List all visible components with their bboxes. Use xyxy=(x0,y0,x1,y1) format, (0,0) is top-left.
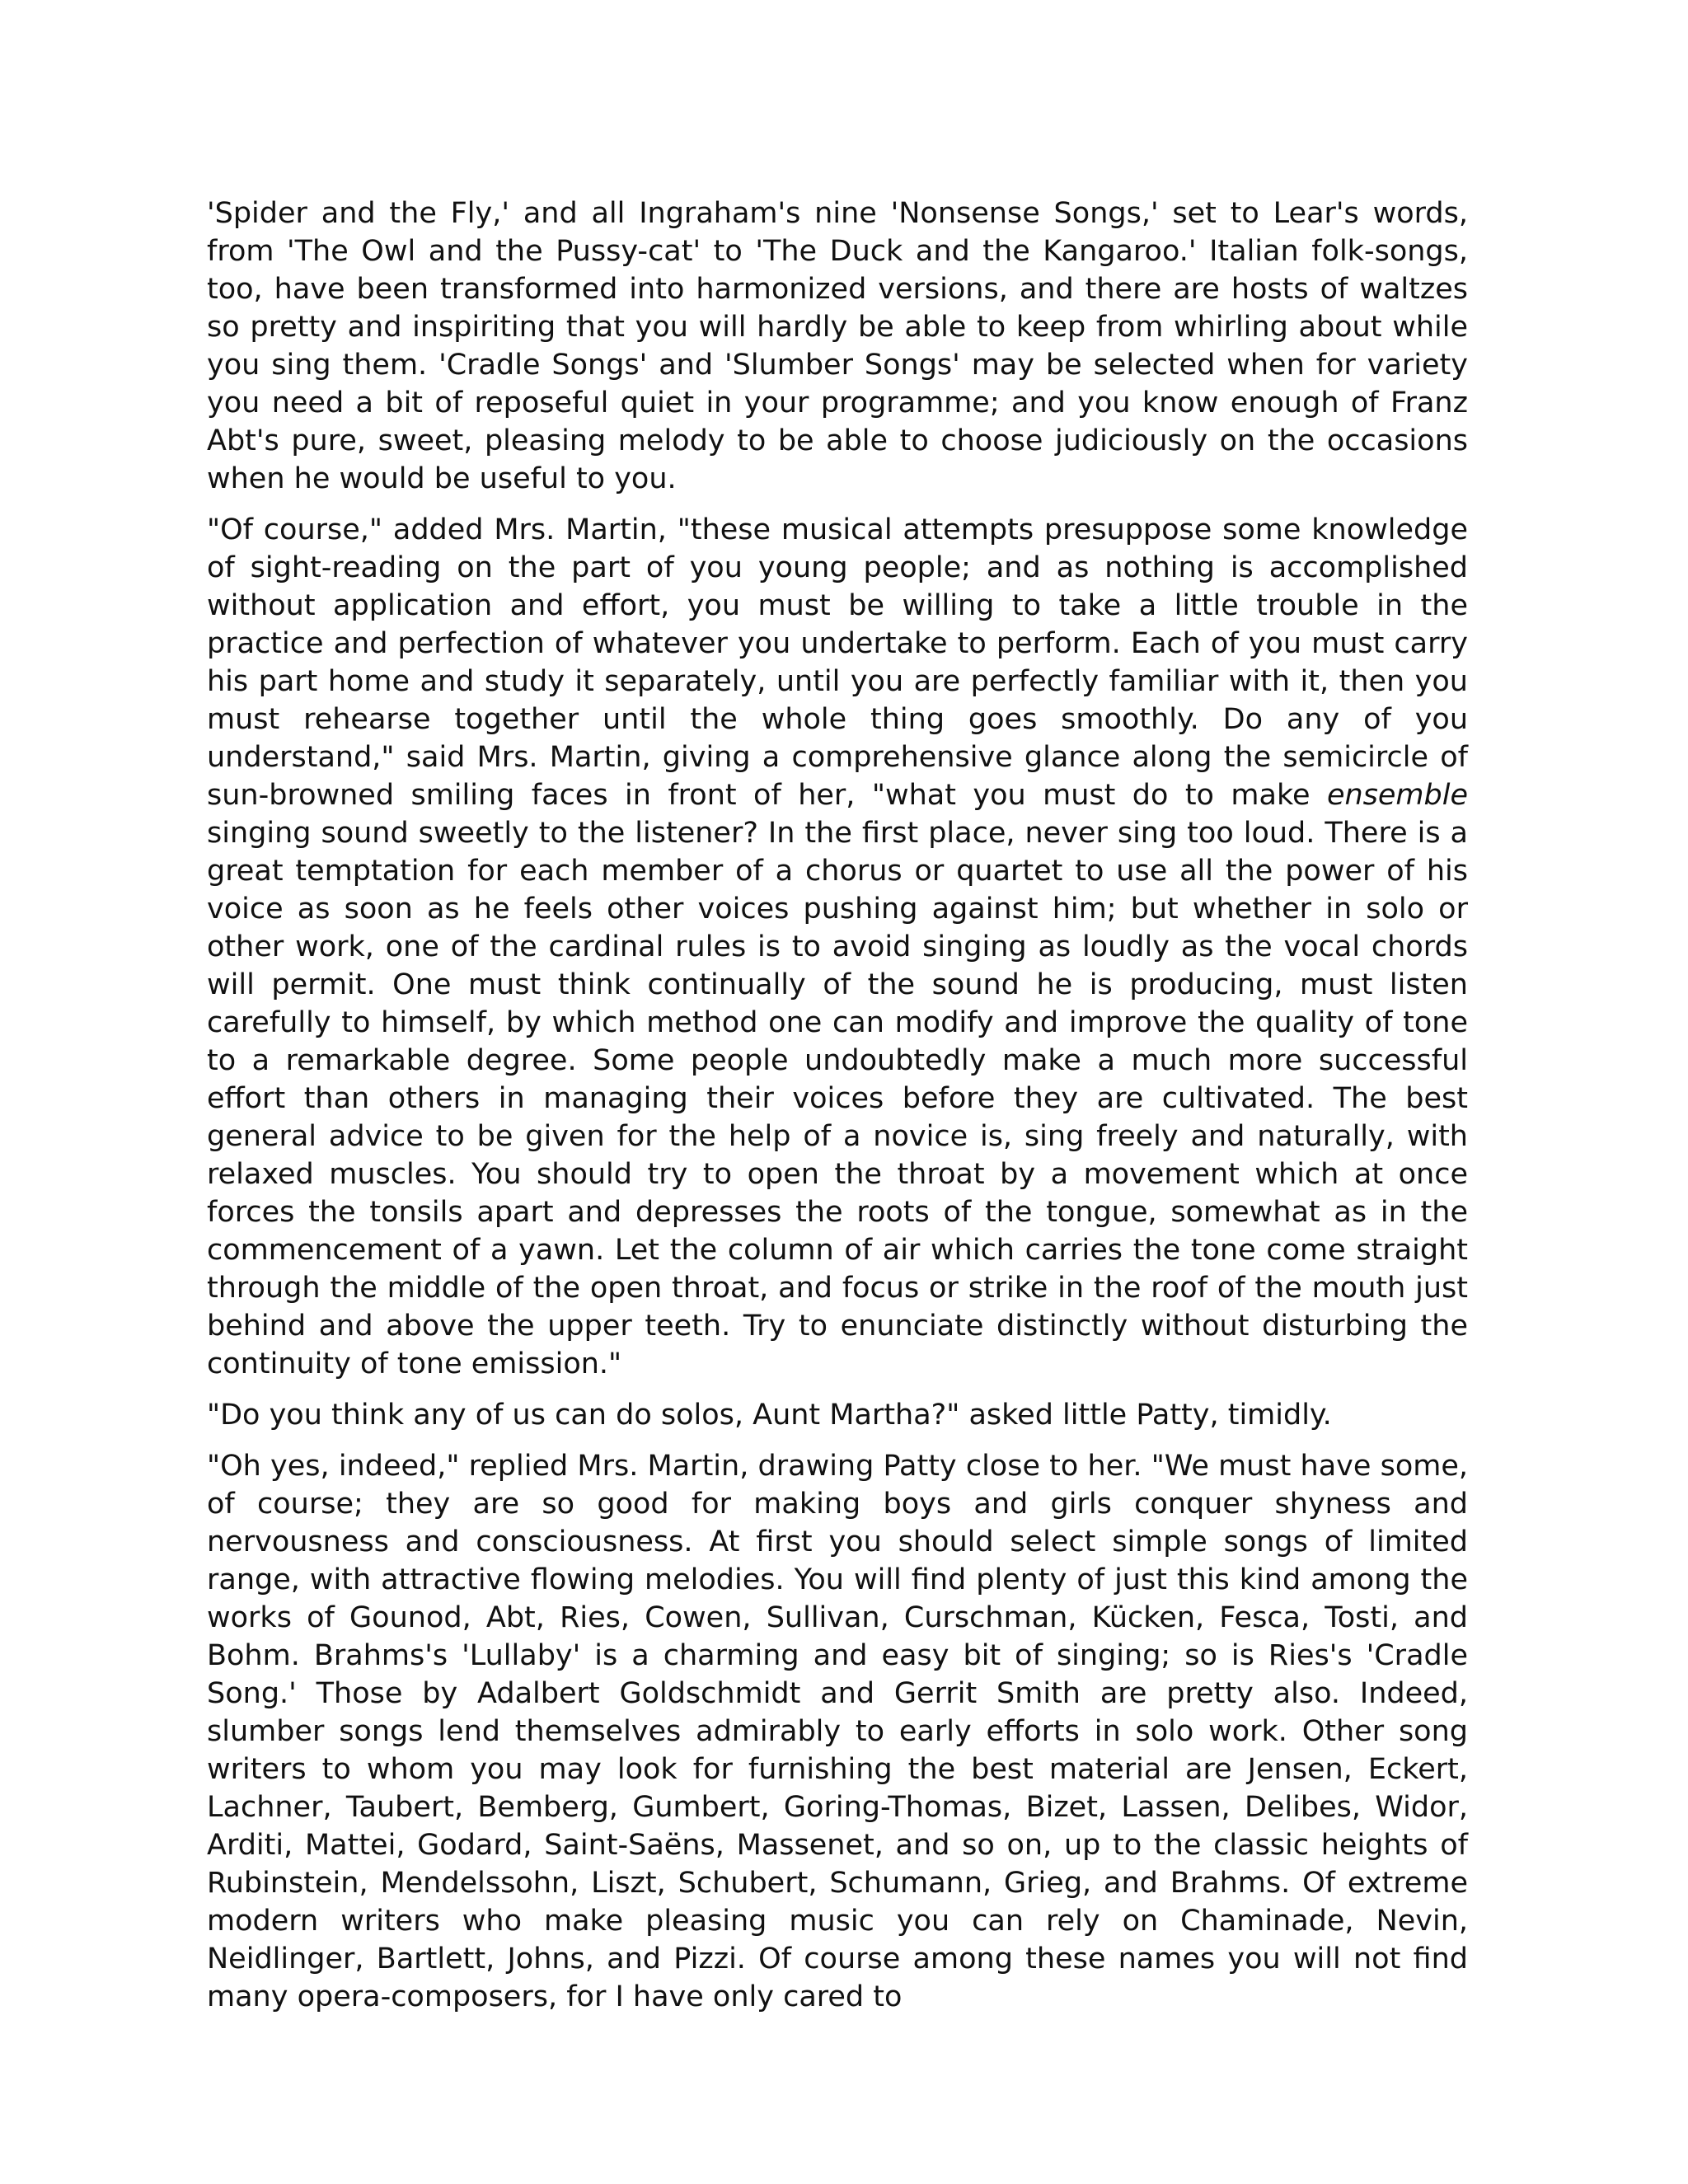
paragraph-text-before-emphasis: "Of course," added Mrs. Martin, "these musical attempts presuppose some knowledge of sight-reading on the part of you young people; and as nothing is accomplished without application and effort, you must be willing to take a little trouble in the practice and perfection of whatever you undertake to perform. Each of you must carry his part home and study it separately, until you are perfectly familiar with it, then you must rehearse together until the whole thing goes smoothly. Do any of you understand," said Mrs. Martin, giving a comprehensive glance along the semicircle of sun-browned smiling faces in front of her, "what you must do to make xyxy=(207,513,1468,812)
paragraph-patty-question: "Do you think any of us can do solos, Aunt Martha?" asked little Patty, timidly. xyxy=(207,1399,1332,1432)
paragraph-songs-list: 'Spider and the Fly,' and all Ingraham's nine 'Nonsense Songs,' set to Lear's words, from 'The Owl and the Pussy-cat' to 'The Duck and the Kangaroo.' Italian folk-songs, too, have been transformed into harmonized versions, and there are hosts of waltzes so pretty and inspiriting that you will hardly be able to keep from whirling about while you sing them. 'Cradle Songs' and 'Slumber Songs' may be selected when for variety you need a bit of reposeful quiet in your programme; and you know enough of Franz Abt's pure, sweet, pleasing melody to be able to choose judiciously on the occasions when he would be useful to you. xyxy=(207,197,1468,495)
paragraph-solo-composers: "Oh yes, indeed," replied Mrs. Martin, drawing Patty close to her. "We must have some, of course; they are so good for making boys and girls conquer shyness and nervousness and consciousness. At first you should select simple songs of limited range, with attractive flowing melodies. You will find plenty of just this kind among the works of Gounod, Abt, Ries, Cowen, Sullivan, Curschman, Kücken, Fesca, Tosti, and Bohm. Brahms's 'Lullaby' is a charming and easy bit of singing; so is Ries's 'Cradle Song.' Those by Adalbert Goldschmidt and Gerrit Smith are pretty also. Indeed, slumber songs lend themselves admirably to early efforts in solo work. Other song writers to whom you may look for furnishing the best material are Jensen, Eckert, Lachner, Taubert, Bemberg, Gumbert, Goring-Thomas, Bizet, Lassen, Delibes, Widor, Arditi, Mattei, Godard, Saint-Saëns, Massenet, and so on, up to the classic heights of Rubinstein, Mendelssohn, Liszt, Schubert, Schumann, Grieg, and Brahms. Of extreme modern writers who make pleasing music you can rely on Chaminade, Nevin, Neidlinger, Bartlett, Johns, and Pizzi. Of course among these names you will not find many opera-composers, for I have only cared to xyxy=(207,1450,1468,2013)
emphasized-word-ensemble: ensemble xyxy=(1326,779,1468,812)
paragraph-singing-advice xyxy=(207,511,1468,1383)
page-body-text xyxy=(207,194,1468,2029)
paragraph-text-after-emphasis: singing sound sweetly to the listener? In the first place, never sing too loud. There is a great temptation for each member of a chorus or quartet to use all the power of his voice as soon as he feels other voices pushing against him; but whether in solo or other work, one of the cardinal rules is to avoid singing as loudly as the vocal chords will permit. One must think continually of the sound he is producing, must listen carefully to himself, by which method one can modify and improve the quality of tone to a remarkable degree. Some people undoubtedly make a much more successful effort than others in managing their voices before they are cultivated. The best general advice to be given for the help of a novice is, sing freely and naturally, with relaxed muscles. You should try to open the throat by a movement which at once forces the tonsils apart and depresses the roots of the tongue, somewhat as in the commencement of a yawn. Let the column of air which carries the tone come straight through the middle of the open throat, and focus or strike in the roof of the mouth just behind and above the upper teeth. Try to enunciate distinctly without disturbing the continuity of tone emission." xyxy=(207,817,1468,1380)
